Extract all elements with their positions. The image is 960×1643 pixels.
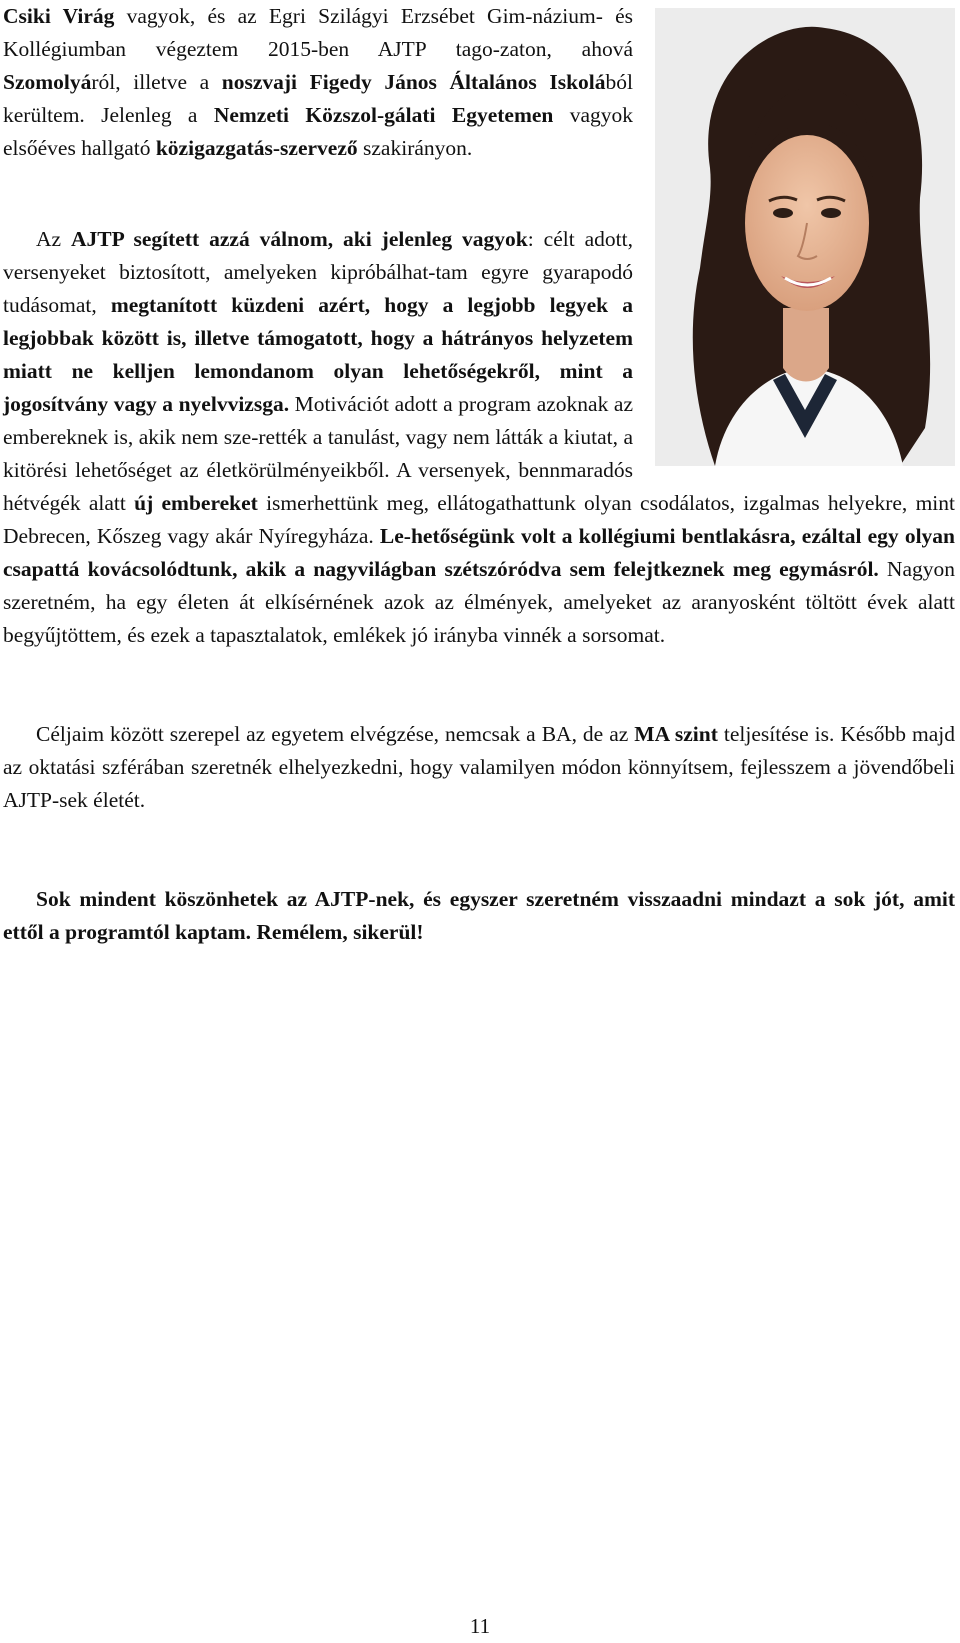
text-run: Le-hetőségünk volt a kollégiumi bentlakásra, ezáltal egy olyan csapattá kovácsolódtunk, akik a nagyvilágban szétszóródva sem felejtkeznek meg egymásról. — [3, 524, 955, 581]
text-run: vagyok elsőéves hallgató — [3, 103, 633, 160]
text-run: noszvaji Figedy János Általános Iskolá — [221, 70, 606, 94]
text-run: Motivációt adott a program azoknak az embereknek is, akik nem sze-rették a tanulást, vagy nem látták a kiutat, a kitörési lehetőséget az életkörülményeikből. A versenyek, bennmaradós hétvégék alatt — [3, 392, 633, 515]
text-run: Csiki Virág — [3, 4, 115, 28]
text-run: ból kerültem. Jelenleg a — [3, 70, 633, 127]
text-run: Céljaim között szerepel az egyetem elvégzése, nemcsak a BA, de az — [36, 722, 635, 746]
text-run: MA szint — [634, 722, 718, 746]
text-run: szakirányon. — [357, 136, 473, 160]
text-run: Nemzeti Közszol-gálati Egyetemen — [213, 103, 554, 127]
text-run: : célt adott, versenyeket biztosított, amelyeken kipróbálhat-tam egyre gyarapodó tudásomat, — [3, 227, 633, 317]
text-run: ról, illetve a — [91, 70, 222, 94]
portrait-photo — [655, 8, 955, 466]
text-run: teljesítése is. Később majd az oktatási szférában szeretnék elhelyezkedni, hogy valamilyen módon könnyítsem, fejlesszem a jövendőbeli AJTP-sek életét. — [3, 722, 956, 812]
text-run: Az — [36, 227, 72, 251]
text-run: közigazgatás-szervező — [155, 136, 358, 160]
text-run: vagyok, és az Egri Szilágyi Erzsébet Gim-názium- és Kollégiumban végeztem 2015-ben AJTP tago-zaton, ahová — [3, 4, 633, 61]
text-run: ismerhettünk meg, ellátogathattunk olyan csodálatos, izgalmas helyekre, mint Debrecen, Kőszeg vagy akár Nyíregyháza. — [3, 491, 955, 548]
text-run: AJTP segített azzá válnom, aki jelenleg vagyok — [71, 227, 528, 251]
portrait-icon — [655, 8, 955, 466]
text-run: Sok mindent köszönhetek az AJTP-nek, és egyszer szeretném visszaadni mindazt a sok jót, amit ettől a programtól kaptam. Remélem, sikerül! — [3, 887, 955, 944]
closing-paragraph — [3, 883, 955, 949]
text-run: új embereket — [134, 491, 258, 515]
text-run: Szomolyá — [3, 70, 92, 94]
document-page — [3, 0, 955, 949]
text-run: megtanított küzdeni azért, hogy a legjobb legyek a legjobbak között is, illetve támogatott, hogy a hátrányos helyzetem miatt ne kelljen lemondanom olyan lehetőségekről, mint a jogosítvány vagy a nyelvvizsga. — [3, 293, 633, 416]
goals-paragraph — [3, 718, 955, 817]
text-run: Nagyon szeretném, ha egy életen át elkísérnének azok az élmények, amelyeket az aranyosként töltött évek alatt begyűjtöttem, és ezek a tapasztalatok, emlékek jó irányba vinnék a sorsomat. — [3, 557, 955, 647]
page-number: 11 — [469, 1614, 491, 1638]
